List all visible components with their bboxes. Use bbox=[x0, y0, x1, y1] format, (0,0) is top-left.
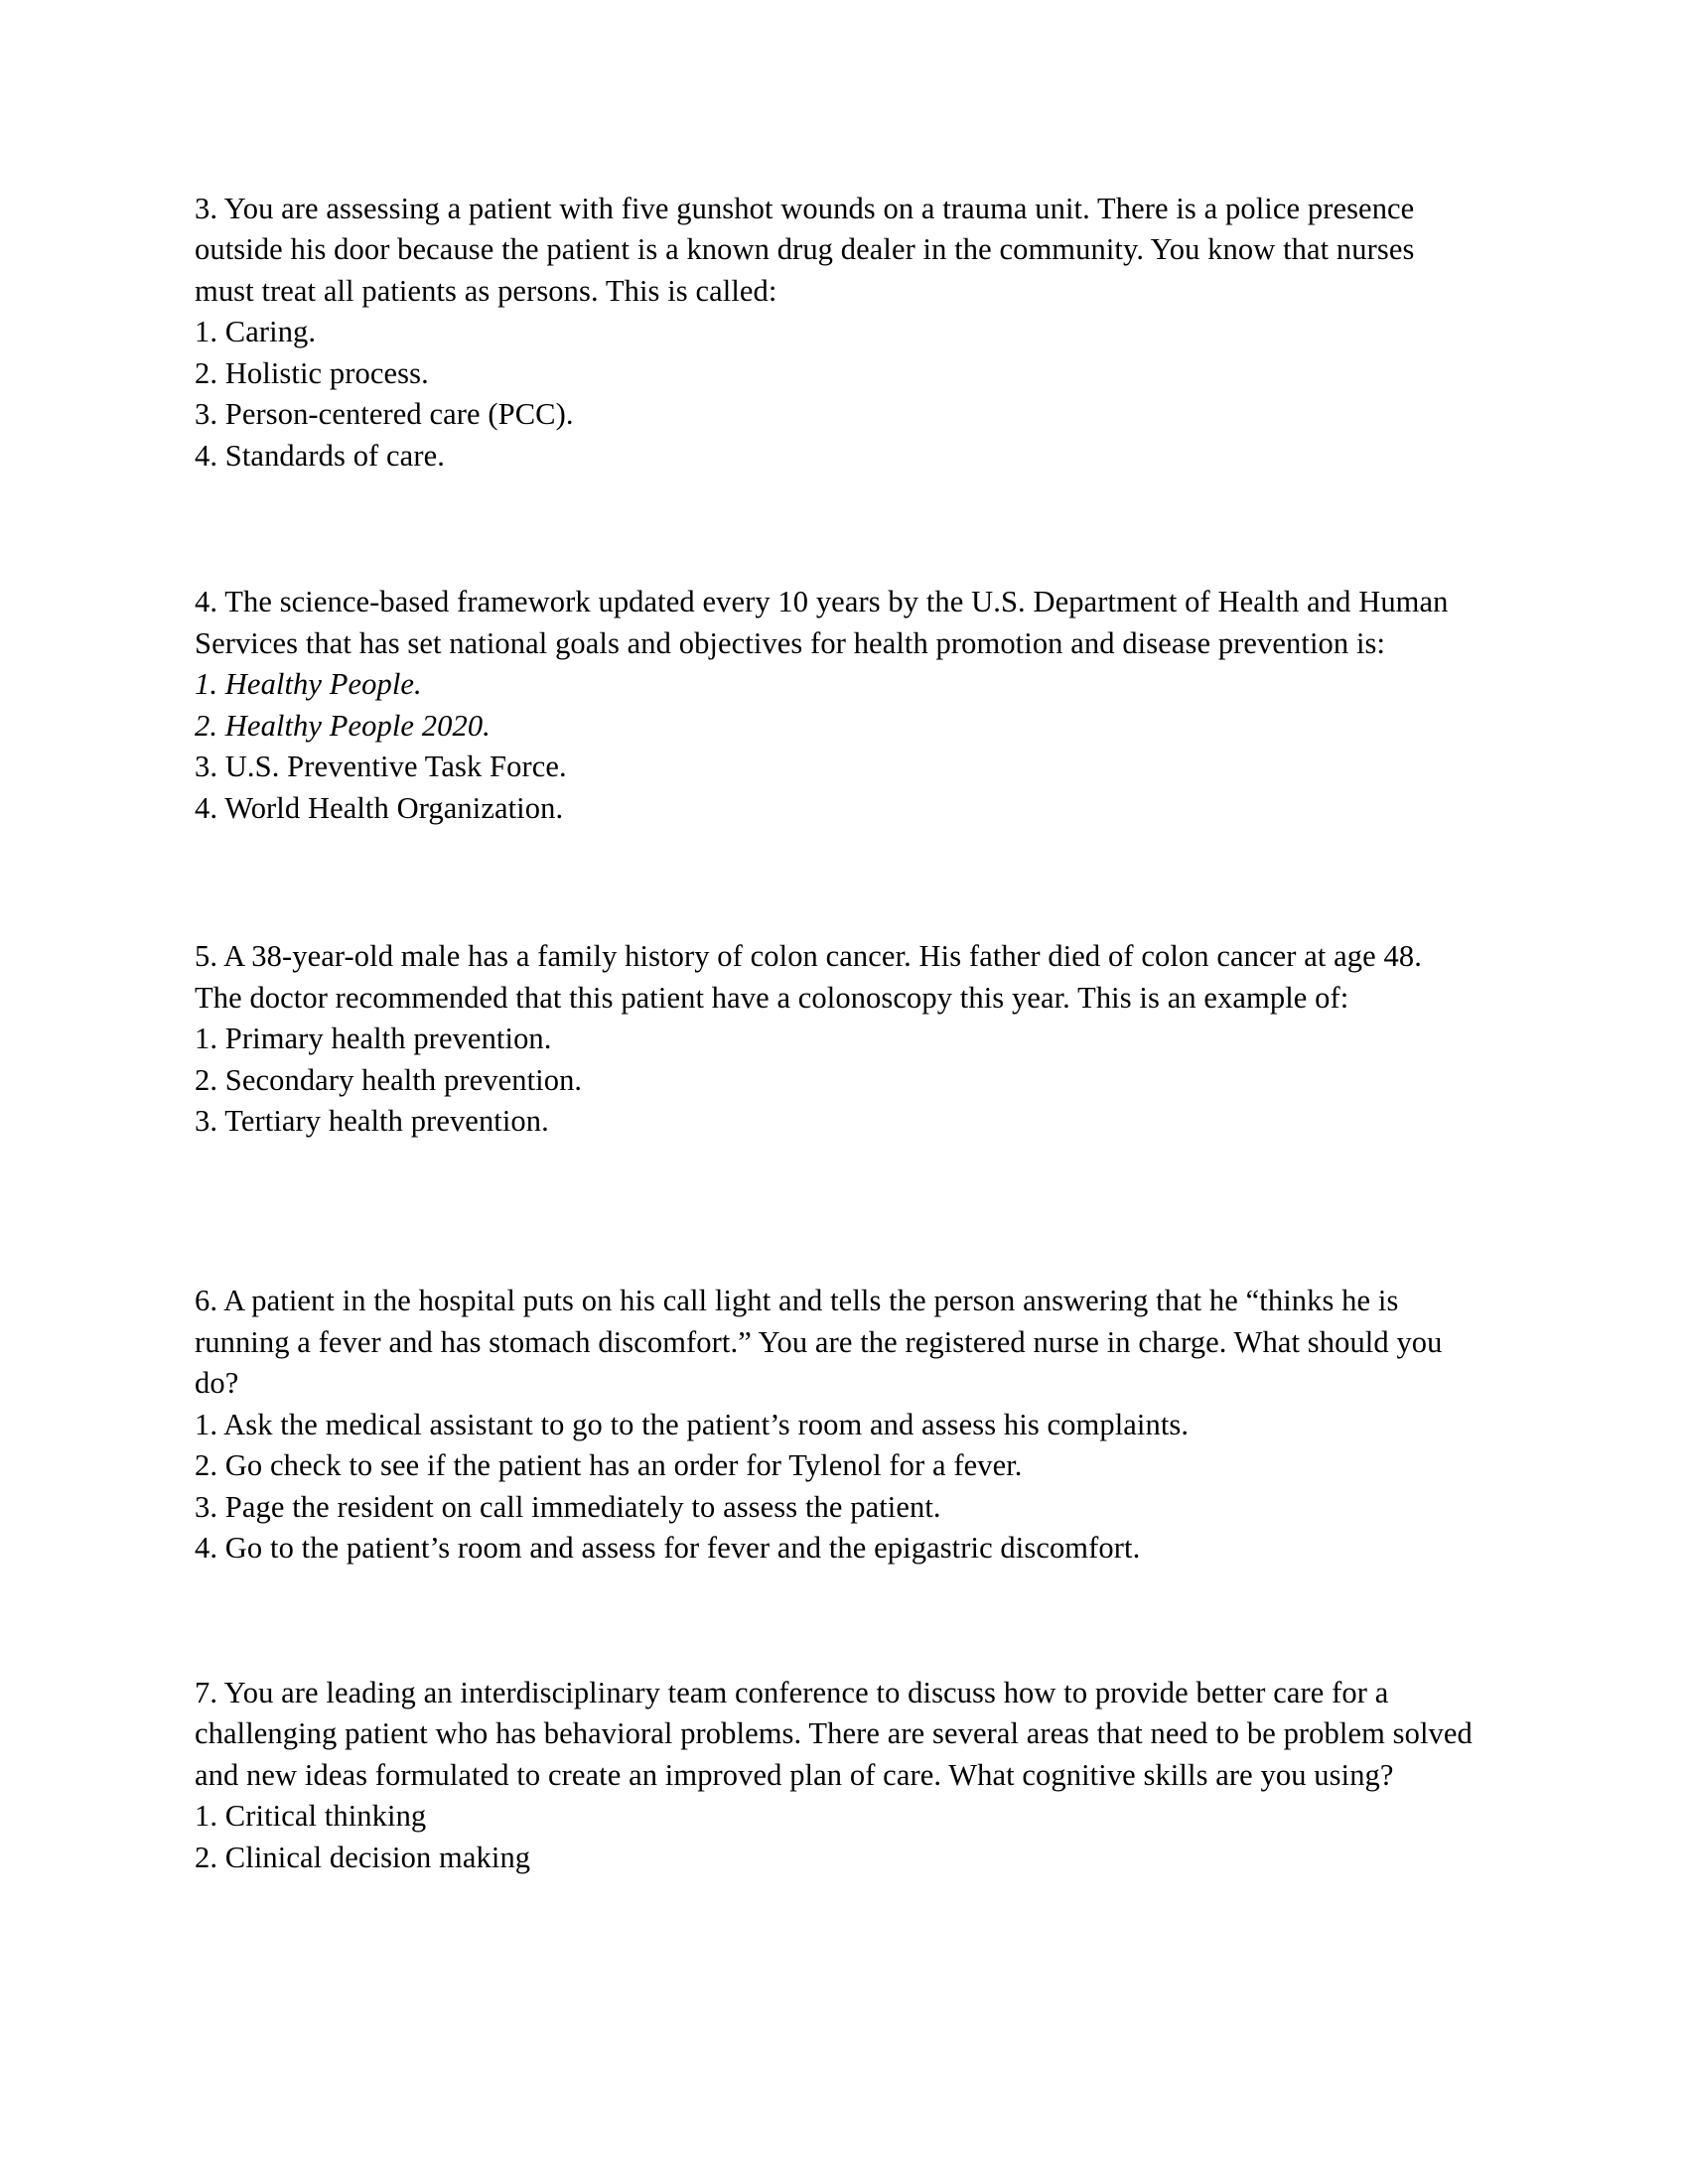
question-stem: 5. A 38-year-old male has a family history of colon cancer. His father died of colon cancer at age 48. The doctor recommended that this patient have a colonoscopy this year. This is an example of: bbox=[195, 939, 1422, 1015]
question-block-5 bbox=[195, 936, 1474, 1142]
question-option: 1. Caring. bbox=[195, 315, 317, 349]
question-option: 1. Ask the medical assistant to go to the patient’s room and assess his complaints. bbox=[195, 1407, 1190, 1441]
question-option: 3. Page the resident on call immediately to assess the patient. bbox=[195, 1489, 941, 1524]
question-option: 4. World Health Organization. bbox=[195, 790, 564, 825]
block-spacer bbox=[195, 1570, 1474, 1673]
question-option: 3. Person-centered care (PCC). bbox=[195, 397, 574, 432]
block-spacer bbox=[195, 477, 1474, 582]
question-stem: 3. You are assessing a patient with five gunshot wounds on a trauma unit. There is a police presence outside his door because the patient is a known drug dealer in the community. You know that nurses must treat all patients as persons. This is called: bbox=[195, 192, 1415, 308]
question-option: 1. Critical thinking bbox=[195, 1799, 427, 1834]
block-spacer bbox=[195, 1142, 1474, 1281]
block-spacer bbox=[195, 829, 1474, 936]
question-option: 2. Clinical decision making bbox=[195, 1840, 531, 1874]
question-stem: 7. You are leading an interdisciplinary team conference to discuss how to provide better care for a challenging patient who has behavioral problems. There are several areas that need to be problem solved and new ideas formulated to create an improved plan of care. What cognitive skills are you using? bbox=[195, 1675, 1473, 1792]
question-option: 2. Secondary health prevention. bbox=[195, 1062, 583, 1097]
question-stem: 6. A patient in the hospital puts on his call light and tells the person answering that he “thinks he is running a fever and has stomach discomfort.” You are the registered nurse in charge. What should you do? bbox=[195, 1284, 1443, 1401]
question-option: 4. Go to the patient’s room and assess for fever and the epigastric discomfort. bbox=[195, 1531, 1141, 1566]
question-option: 2. Go check to see if the patient has an order for Tylenol for a fever. bbox=[195, 1448, 1023, 1483]
question-stem: 4. The science-based framework updated every 10 years by the U.S. Department of Health and Human Services that has set national goals and objectives for health promotion and disease prevention is: bbox=[195, 585, 1449, 660]
question-option: 2. Healthy People 2020. bbox=[195, 708, 491, 743]
question-option: 1. Healthy People. bbox=[195, 667, 422, 702]
question-option: 1. Primary health prevention. bbox=[195, 1022, 552, 1056]
document-body bbox=[195, 189, 1474, 1878]
question-option: 3. U.S. Preventive Task Force. bbox=[195, 750, 567, 784]
question-option: 3. Tertiary health prevention. bbox=[195, 1103, 549, 1138]
question-block-7 bbox=[195, 1673, 1474, 1878]
question-block-3 bbox=[195, 189, 1474, 477]
question-option: 2. Holistic process. bbox=[195, 355, 429, 390]
question-block-6 bbox=[195, 1281, 1474, 1569]
question-option: 4. Standards of care. bbox=[195, 438, 445, 473]
question-block-4 bbox=[195, 582, 1474, 829]
